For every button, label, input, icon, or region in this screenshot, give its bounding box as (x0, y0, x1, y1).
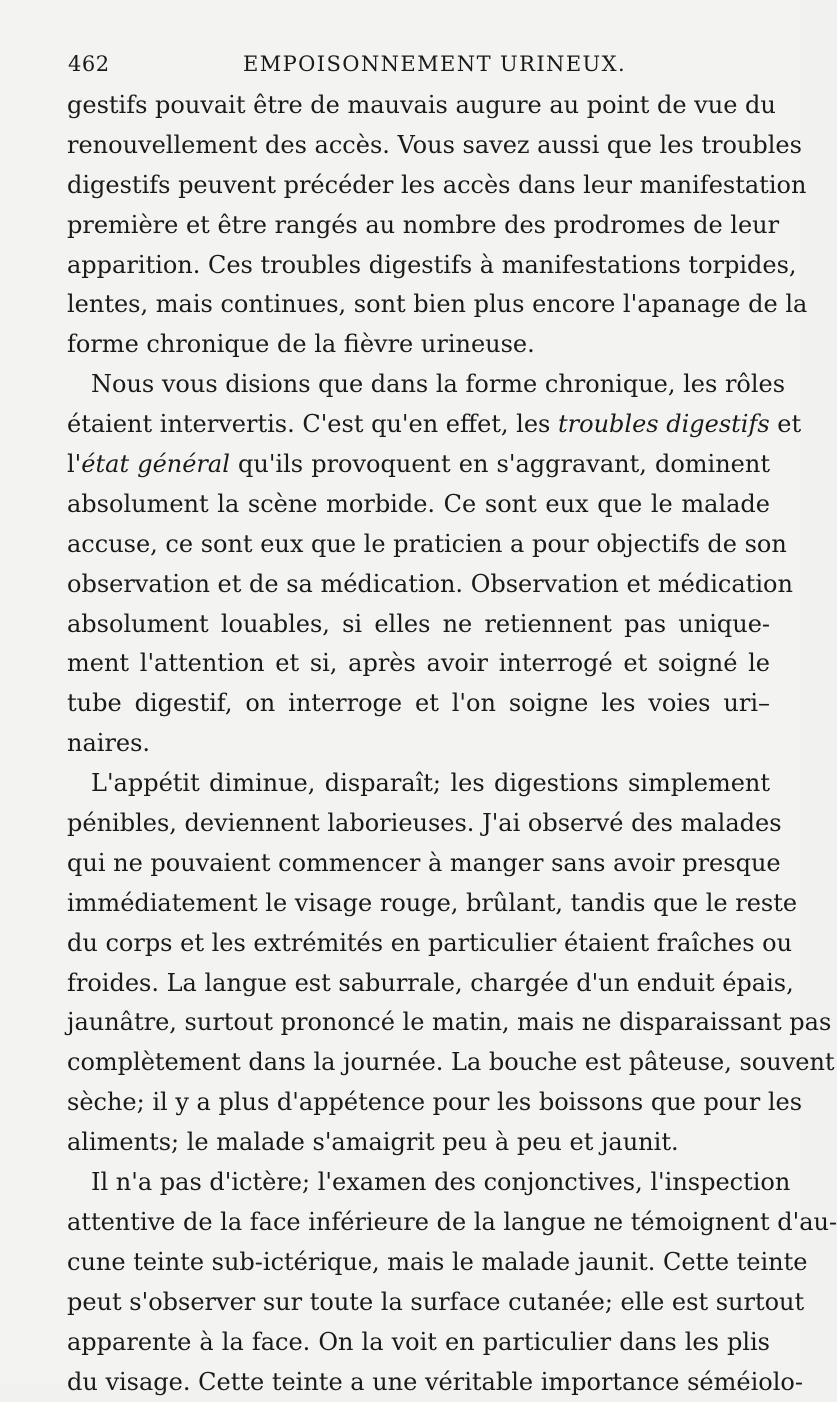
page-number: 462 (68, 52, 110, 76)
text-line: immédiatement le visage rouge, brûlant, tandis que le reste (67, 884, 770, 924)
text-line: du corps et les extrémités en particulier étaient fraîches ou (67, 924, 770, 964)
text-line: absolument la scène morbide. Ce sont eux que le malade (67, 485, 770, 525)
text-line: forme chronique de la fièvre urineuse. (67, 325, 770, 365)
text-line: du visage. Cette teinte a une véritable importance séméiolo- (67, 1363, 770, 1402)
text-line: pénibles, deviennent laborieuses. J'ai observé des malades (67, 804, 770, 844)
italic-phrase: état général (81, 450, 230, 478)
body-text (67, 86, 770, 1402)
italic-phrase: troubles digestifs (558, 410, 770, 438)
text-line (67, 445, 770, 485)
text-segment: qu'ils provoquent en s'aggravant, dominent (230, 450, 770, 478)
text-line: qui ne pouvaient commencer à manger sans avoir presque (67, 844, 770, 884)
text-line: aliments; le malade s'amaigrit peu à peu et jaunit. (67, 1123, 770, 1163)
text-line: naires. (67, 724, 770, 764)
text-line: lentes, mais continues, sont bien plus encore l'apanage de la (67, 285, 770, 325)
text-segment: étaient intervertis. C'est qu'en effet, les (67, 410, 558, 438)
text-line: absolument louables, si elles ne retiennent pas unique- (67, 605, 770, 645)
running-title: EMPOISONNEMENT URINEUX. (243, 52, 626, 76)
text-line: tube digestif, on interroge et l'on soigne les voies uri– (67, 684, 770, 724)
text-line: cune teinte sub-ictérique, mais le malade jaunit. Cette teinte (67, 1243, 770, 1283)
text-line (67, 405, 770, 445)
text-segment: l' (67, 450, 81, 478)
text-line: Nous vous disions que dans la forme chronique, les rôles (67, 365, 770, 405)
text-line: observation et de sa médication. Observation et médication (67, 565, 770, 605)
text-line: attentive de la face inférieure de la langue ne témoignent d'au- (67, 1203, 770, 1243)
running-head (68, 52, 768, 82)
text-line: apparition. Ces troubles digestifs à manifestations torpides, (67, 246, 770, 286)
text-line: ment l'attention et si, après avoir interrogé et soigné le (67, 644, 770, 684)
text-segment: et (770, 410, 801, 438)
text-line: peut s'observer sur toute la surface cutanée; elle est surtout (67, 1283, 770, 1323)
text-line: sèche; il y a plus d'appétence pour les boissons que pour les (67, 1083, 770, 1123)
text-line: accuse, ce sont eux que le praticien a pour objectifs de son (67, 525, 770, 565)
text-line: renouvellement des accès. Vous savez aussi que les troubles (67, 126, 770, 166)
text-line: première et être rangés au nombre des prodromes de leur (67, 206, 770, 246)
text-line: froides. La langue est saburrale, chargée d'un enduit épais, (67, 964, 770, 1004)
text-line: digestifs peuvent précéder les accès dans leur manifestation (67, 166, 770, 206)
text-line: gestifs pouvait être de mauvais augure au point de vue du (67, 86, 770, 126)
text-line: complètement dans la journée. La bouche est pâteuse, souvent (67, 1043, 770, 1083)
text-line: jaunâtre, surtout prononcé le matin, mais ne disparaissant pas (67, 1003, 770, 1043)
text-line: Il n'a pas d'ictère; l'examen des conjonctives, l'inspection (67, 1163, 770, 1203)
text-line: L'appétit diminue, disparaît; les digestions simplement (67, 764, 770, 804)
text-line: apparente à la face. On la voit en particulier dans les plis (67, 1323, 770, 1363)
